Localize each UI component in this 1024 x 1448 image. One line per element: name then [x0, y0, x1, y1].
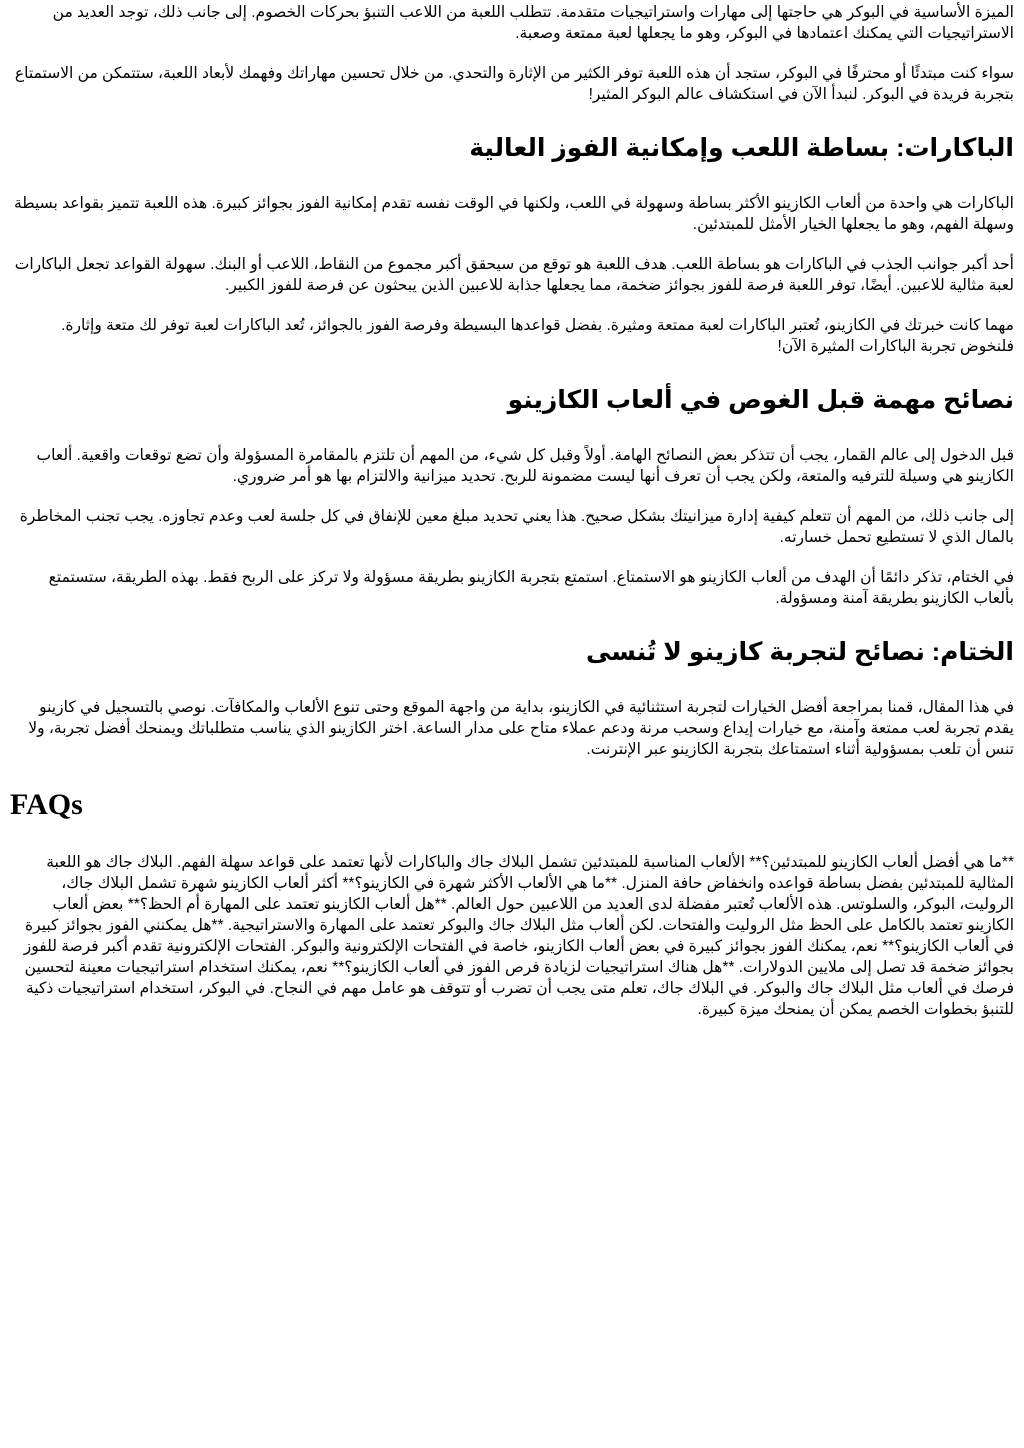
tips-heading: نصائح مهمة قبل الغوص في ألعاب الكازينو — [507, 386, 1014, 414]
intro-paragraph-1: الميزة الأساسية في البوكر هي حاجتها إلى مهارات واستراتيجيات متقدمة. تتطلب اللعبة من اللاعب التنبؤ بحركات الخصوم. إلى جانب ذلك، توجد العديد من الاستراتيجيات التي يمكنك اعتمادها في البوكر، وهو ما يجعلها لعبة ممتعة وصعبة. — [52, 4, 1014, 42]
intro-paragraph-2: سواء كنت مبتدئًا أو محترفًا في البوكر، ستجد أن هذه اللعبة توفر الكثير من الإثارة والتحدي. من خلال تحسين مهاراتك وفهمك لأبعاد اللعبة، ستتمكن من الاستمتاع بتجربة فريدة في البوكر. لنبدأ الآن في استكشاف عالم البوكر المثير! — [14, 65, 1014, 103]
conclusion-heading: الختام: نصائح لتجربة كازينو لا تُنسى — [586, 638, 1014, 666]
faqs-body: **ما هي أفضل ألعاب الكازينو للمبتدئين؟** الألعاب المناسبة للمبتدئين تشمل البلاك جاك والباكارات لأنها تعتمد على قواعد سهلة الفهم. البلاك جاك هو اللعبة المثالية للمبتدئين بفضل بساطة قواعده وانخفاض حافة المنزل. **ما هي الألعاب الأكثر شهرة في الكازينو؟** أكثر ألعاب الكازينو شهرة تشمل البلاك جاك، الروليت، البوكر، والسلوتس. هذه الألعاب تُعتبر مفضلة لدى العديد من اللاعبين حول العالم. **هل ألعاب الكازينو تعتمد على المهارة أم الحظ؟** بعض ألعاب الكازينو تعتمد بالكامل على الحظ مثل الروليت والفتحات. لكن ألعاب مثل البلاك جاك والبوكر تعتمد على المهارة والاستراتيجية. **هل يمكنني الفوز بجوائز كبيرة في ألعاب الكازينو؟** نعم، يمكنك الفوز بجوائز كبيرة في بعض ألعاب الكازينو، خاصة في الفتحات الإلكترونية والبوكر. الفتحات الإلكترونية تقدم أكبر فرصة للفوز بجوائز ضخمة قد تصل إلى ملايين الدولارات. **هل هناك استراتيجيات لزيادة فرص الفوز في ألعاب الكازينو؟** نعم، يمكنك استخدام استراتيجيات معينة لتحسين فرصك في ألعاب مثل البلاك جاك والبوكر. في البلاك جاك، تعلم متى يجب أن تضرب أو تتوقف هو عامل مهم في النجاح. في البوكر، استخدام استراتيجيات ذكية للتنبؤ بخطوات الخصم يمكن أن يمنحك ميزة كبيرة. — [23, 854, 1014, 1018]
tips-paragraph-1: قبل الدخول إلى عالم القمار، يجب أن تتذكر بعض النصائح الهامة. أولاً وقبل كل شيء، من المهم أن تلتزم بالمقامرة المسؤولة وأن تضع توقعات واقعية. ألعاب الكازينو هي وسيلة للترفيه والمتعة، ولكن يجب أن تعرف أنها ليست مضمونة للربح. تحديد ميزانية والالتزام بها هو أمر ضروري. — [36, 447, 1014, 485]
faqs-heading: FAQs — [10, 788, 83, 821]
baccarat-heading: الباكارات: بساطة اللعب وإمكانية الفوز العالية — [469, 134, 1014, 162]
conclusion-paragraph: في هذا المقال، قمنا بمراجعة أفضل الخيارات لتجربة استثنائية في الكازينو، بداية من واجهة الموقع وحتى تنوع الألعاب والمكافآت. نوصي بالتسجيل في كازينو يقدم تجربة لعب ممتعة وآمنة، مع خيارات إيداع وسحب مرنة ودعم عملاء متاح على مدار الساعة. اختر الكازينو الذي يناسب متطلباتك ويمنحك أفضل تجربة، ولا تنس أن تلعب بمسؤولية أثناء استمتاعك بتجربة الكازينو عبر الإنترنت. — [28, 699, 1014, 758]
tips-paragraph-3: في الختام، تذكر دائمًا أن الهدف من ألعاب الكازينو هو الاستمتاع. استمتع بتجربة الكازينو بطريقة مسؤولة ولا تركز على الربح فقط. بهذه الطريقة، ستستمتع بألعاب الكازينو بطريقة آمنة ومسؤولة. — [48, 569, 1014, 607]
baccarat-paragraph-1: الباكارات هي واحدة من ألعاب الكازينو الأكثر بساطة وسهولة في اللعب، ولكنها في الوقت نفسه تقدم إمكانية الفوز بجوائز كبيرة. هذه اللعبة تتميز بقواعد بسيطة وسهلة الفهم، وهو ما يجعلها الخيار الأمثل للمبتدئين. — [13, 195, 1014, 233]
baccarat-paragraph-3: مهما كانت خبرتك في الكازينو، تُعتبر الباكارات لعبة ممتعة ومثيرة. بفضل قواعدها البسيطة وفرصة الفوز بالجوائز، تُعد الباكارات لعبة توفر لك متعة وإثارة. فلنخوض تجربة الباكارات المثيرة الآن! — [61, 317, 1014, 355]
baccarat-paragraph-2: أحد أكبر جوانب الجذب في الباكارات هو بساطة اللعب. هدف اللعبة هو توقع من سيحقق أكبر مجموع من النقاط، اللاعب أو البنك. سهولة القواعد تجعل الباكارات لعبة مثالية للاعبين. أيضًا، توفر اللعبة فرصة للفوز بجوائز ضخمة، مما يجعلها جذابة للاعبين الذين يبحثون عن فرصة للفوز الكبير. — [14, 256, 1014, 294]
tips-paragraph-2: إلى جانب ذلك، من المهم أن تتعلم كيفية إدارة ميزانيتك بشكل صحيح. هذا يعني تحديد مبلغ معين للإنفاق في كل جلسة لعب وعدم تجاوزه. يجب تجنب المخاطرة بالمال الذي لا تستطيع تحمل خسارته. — [19, 508, 1014, 546]
